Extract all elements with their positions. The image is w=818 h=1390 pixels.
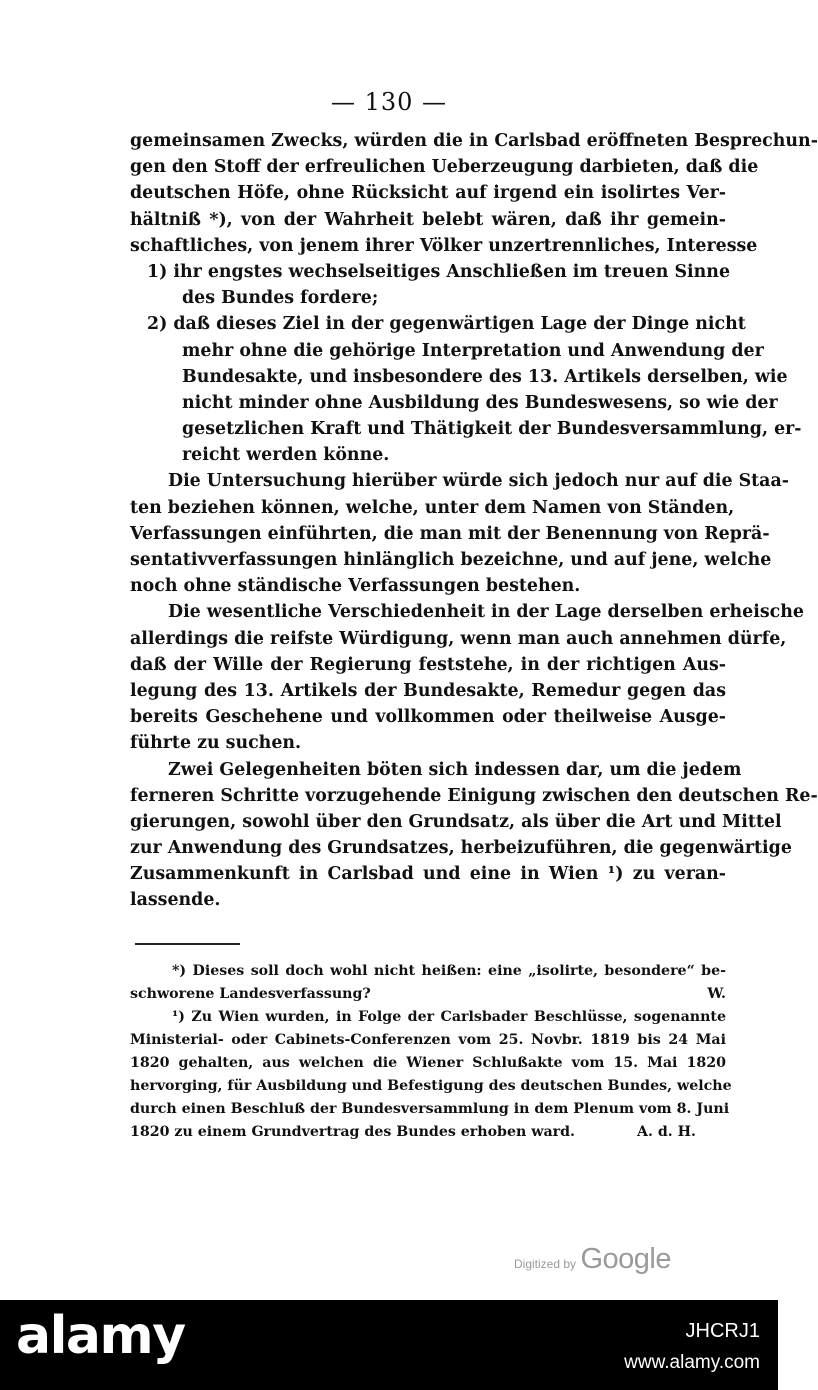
text-line: Zusammenkunft in Carlsbad und eine in Wien ¹) zu veran-	[130, 864, 726, 885]
text-line: allerdings die reifste Würdigung, wenn man auch annehmen dürfe,	[130, 628, 787, 649]
digitized-prefix: Digitized by	[514, 1257, 577, 1271]
text-line: noch ohne ständische Verfassungen bestehen.	[130, 576, 581, 597]
footnote-signature: W.	[707, 986, 726, 1002]
text-line: reicht werden könne.	[182, 445, 390, 466]
footnote-line: *) Dieses soll doch wohl nicht heißen: eine „isolirte, besondere“ be-	[172, 963, 726, 979]
paragraph-start: Die Untersuchung hierüber würde sich jedoch nur auf die Staa-	[168, 471, 789, 492]
text-line: hältniß *), von der Wahrheit belebt wären, daß ihr gemein-	[130, 209, 726, 230]
footnote-line	[130, 983, 726, 1006]
text-line: gemeinsamen Zwecks, würden die in Carlsbad eröffneten Besprechun-	[130, 131, 818, 151]
text-line: sentativverfassungen hinlänglich bezeichne, und auf jene, welche	[130, 550, 772, 570]
main-text	[130, 128, 818, 914]
image-id: JHCRJ1	[685, 1320, 760, 1342]
paragraph-start: Die wesentliche Verschiedenheit in der Lage derselben erheische	[168, 602, 804, 623]
alamy-logo: alamy	[16, 1306, 185, 1366]
footnote-line: 1820 gehalten, aus welchen die Wiener Schlußakte vom 15. Mai 1820	[130, 1055, 726, 1071]
text-line: lassende.	[130, 890, 221, 911]
footnote-signature: A. d. H.	[636, 1124, 696, 1140]
text-line: Bundesakte, und insbesondere des 13. Artikels derselben, wie	[182, 366, 788, 387]
footnote-line: Ministerial- oder Cabinets-Conferenzen vom 25. Novbr. 1819 bis 24 Mai	[130, 1032, 726, 1048]
text-line: mehr ohne die gehörige Interpretation und Anwendung der	[182, 340, 764, 361]
text-line: nicht minder ohne Ausbildung des Bundeswesens, so wie der	[182, 392, 778, 413]
footnote-line: ¹) Zu Wien wurden, in Folge der Carlsbader Beschlüsse, sogenannte	[172, 1009, 726, 1025]
paragraph-start: Zwei Gelegenheiten böten sich indessen dar, um die jedem	[168, 759, 742, 780]
text-line: des Bundes fordere;	[182, 288, 379, 309]
text-line: ten beziehen können, welche, unter dem Namen von Ständen,	[130, 497, 735, 518]
google-logo: Google	[580, 1243, 671, 1275]
site-url: www.alamy.com	[624, 1352, 760, 1373]
text-line: schaftliches, von jenem ihrer Völker unzertrennliches, Interesse	[130, 235, 758, 256]
footnote-line	[130, 1121, 726, 1144]
footnote-divider	[135, 943, 240, 945]
text-line: gesetzlichen Kraft und Thätigkeit der Bundesversammlung, er-	[182, 419, 802, 440]
list-item-1: 1) ihr engstes wechselseitiges Anschließen im treuen Sinne	[147, 261, 731, 282]
text-line: Verfassungen einführten, die man mit der Benennung von Reprä-	[130, 523, 770, 544]
page-number: — 130 —	[330, 88, 448, 116]
footnotes	[130, 960, 732, 1144]
text-line: gen den Stoff der erfreulichen Ueberzeugung darbieten, daß die	[130, 157, 759, 178]
text-line: daß der Wille der Regierung feststehe, in der richtigen Aus-	[130, 654, 726, 675]
text-line: gierungen, sowohl über den Grundsatz, als über die Art und Mittel	[130, 811, 782, 832]
digitized-by-google-mark	[514, 1243, 671, 1276]
text-line: bereits Geschehene und vollkommen oder theilweise Ausge-	[130, 707, 726, 728]
text-line: legung des 13. Artikels der Bundesakte, Remedur gegen das	[130, 680, 726, 701]
footnote-text: 1820 zu einem Grundvertrag des Bundes erhoben ward.	[130, 1124, 576, 1140]
footnote-line: hervorging, für Ausbildung und Befestigung des deutschen Bundes, welche	[130, 1078, 732, 1094]
text-line: ferneren Schritte vorzugehende Einigung zwischen den deutschen Re-	[130, 785, 818, 806]
footnote-text: schworene Landesverfassung?	[130, 986, 371, 1002]
footnote-line: durch einen Beschluß der Bundesversammlung in dem Plenum vom 8. Juni	[130, 1101, 730, 1117]
text-line: führte zu suchen.	[130, 733, 302, 754]
list-item-2: 2) daß dieses Ziel in der gegenwärtigen Lage der Dinge nicht	[147, 314, 746, 335]
text-line: zur Anwendung des Grundsatzes, herbeizuführen, die gegenwärtige	[130, 838, 792, 859]
text-line: deutschen Höfe, ohne Rücksicht auf irgend ein isolirtes Ver-	[130, 183, 726, 204]
